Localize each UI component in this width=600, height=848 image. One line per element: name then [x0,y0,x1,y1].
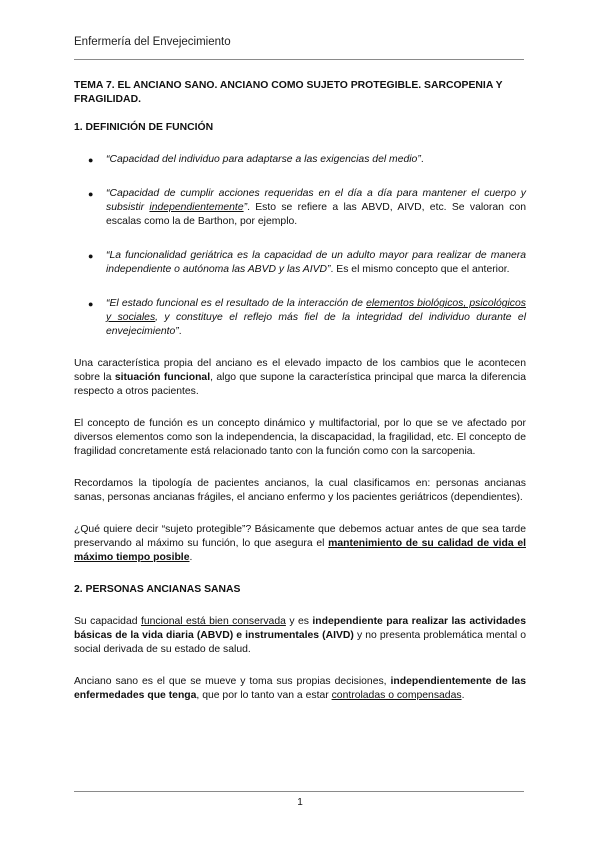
page-body [74,79,526,703]
list-item: ● “Capacidad del individuo para adaptarse a las exigencias del medio”. [88,154,424,165]
paragraph: Su capacidad funcional está bien conservada y es independiente para realizar las actividades básicas de la vida diaria (ABVD) e instrumentales (AIVD) y no presenta problemática mental o social derivada de su estado de salud. [74,616,526,655]
paragraph: Recordamos la tipología de pacientes ancianos, la cual clasificamos en: personas ancianas sanas, personas ancianas frágiles, el anciano enfermo y los pacientes geriátricos (dependientes). [74,478,526,503]
page-number: 1 [297,797,303,808]
section-2-heading: 2. PERSONAS ANCIANAS SANAS [74,584,241,595]
header-divider [74,59,524,60]
running-header: Enfermería del Envejecimiento [74,36,231,48]
bullet-icon: ● [88,155,94,165]
list-item: ● “Capacidad de cumplir acciones requeridas en el día a día para mantener el cuerpo y subsistir independientemente”. Esto se refiere a las ABVD, AIVD, etc. Se valoran con escalas como la de Barthon, por ejemplo. [88,188,527,227]
bullet-icon: ● [88,299,94,309]
bullet-icon: ● [88,189,94,199]
paragraph: El concepto de función es un concepto dinámico y multifactorial, por lo que se ve afectado por diversos elementos como son la independencia, la discapacidad, la fragilidad, etc. El concepto de fragilidad concretamente está relacionado tanto con la función como con la sarcopenia. [74,418,526,457]
bullet-icon: ● [88,251,94,261]
section-1-heading: 1. DEFINICIÓN DE FUNCIÓN [74,122,214,133]
paragraph: ¿Qué quiere decir “sujeto protegible”? Básicamente que debemos actuar antes de que sea tarde preservando al máximo su función, lo que asegura el mantenimiento de su calidad de vida el máximo tiempo posible. [74,524,526,563]
definition-list [74,153,526,339]
paragraph: Anciano sano es el que se mueve y toma sus propias decisiones, independientemente de las enfermedades que tenga, que por lo tanto van a estar controladas o compensadas. [74,676,526,701]
paragraph: Una característica propia del anciano es el elevado impacto de los cambios que le acontecen sobre la situación funcional, algo que supone la característica principal que marca la diferencia respecto a otros pacientes. [74,358,526,397]
document-title: TEMA 7. EL ANCIANO SANO. ANCIANO COMO SUJETO PROTEGIBLE. SARCOPENIA Y FRAGILIDAD. [74,80,503,105]
footer-divider [74,791,524,792]
list-item: ● “La funcionalidad geriátrica es la capacidad de un adulto mayor para realizar de manera independiente o autónoma las ABVD y las AIVD”. Es el mismo concepto que el anterior. [88,250,526,275]
list-item: ● “El estado funcional es el resultado de la interacción de elementos biológicos, psicológicos y sociales, y constituye el reflejo más fiel de la integridad del individuo durante el envejecimiento”. [88,298,526,337]
